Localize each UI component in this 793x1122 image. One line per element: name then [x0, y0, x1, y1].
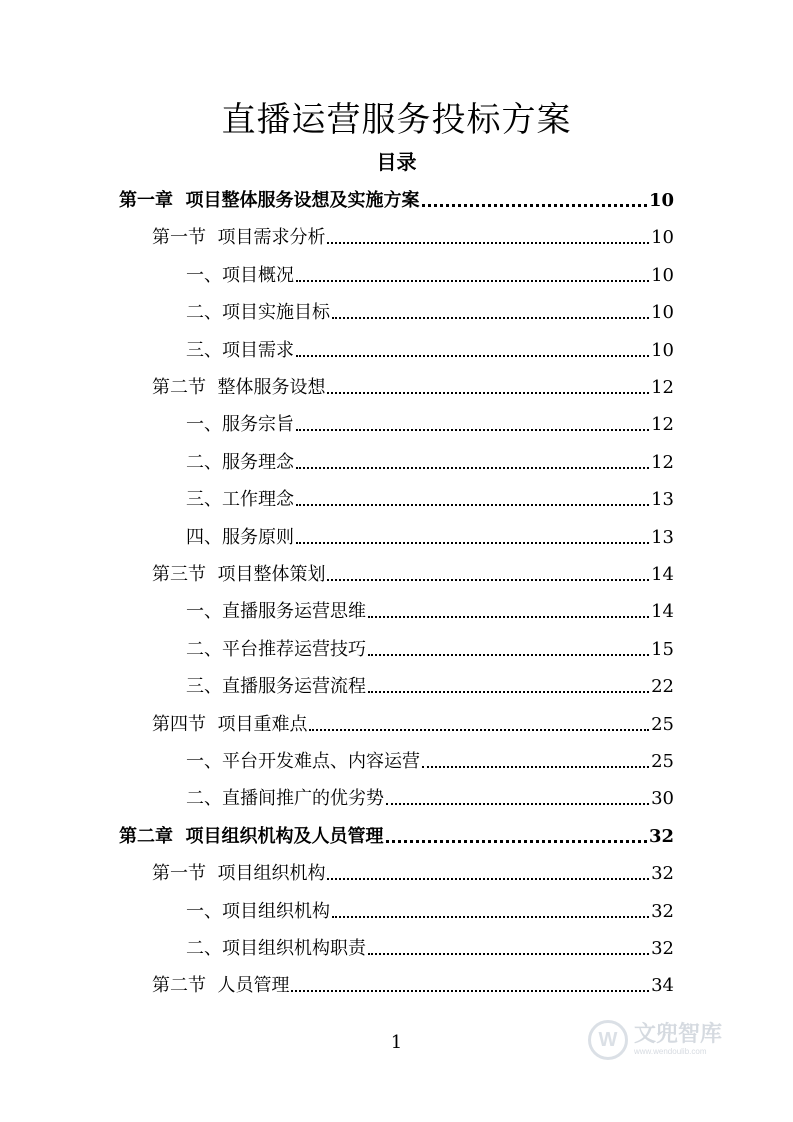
toc-entry[interactable] — [119, 182, 674, 212]
toc-entry-label: 一、服务宗旨 — [186, 414, 294, 436]
toc-entry-page: 12 — [651, 377, 674, 398]
toc-entry[interactable] — [152, 706, 674, 736]
toc-leader-dots — [309, 729, 649, 731]
watermark-url: www.wendoulib.com — [634, 1047, 707, 1056]
toc-leader-dots — [327, 242, 649, 244]
toc-entry-page: 13 — [651, 526, 674, 548]
toc-entry[interactable] — [186, 668, 674, 698]
toc-entry-page: 34 — [651, 975, 674, 997]
toc-leader-dots — [296, 467, 649, 469]
toc-leader-dots — [422, 204, 647, 207]
toc-entry-page: 14 — [651, 601, 674, 623]
toc-leader-dots — [368, 953, 649, 955]
toc-heading: 目录 — [376, 150, 417, 174]
toc-entry[interactable] — [186, 257, 674, 287]
toc-entry-label: 第一章 项目整体服务设想及实施方案 — [119, 190, 420, 211]
toc-entry-label: 第一节 项目需求分析 — [152, 227, 326, 249]
toc-entry[interactable] — [186, 930, 674, 960]
toc-leader-dots — [332, 317, 649, 319]
toc-leader-dots — [296, 280, 649, 282]
toc-entry-label: 二、项目组织机构职责 — [186, 938, 366, 959]
document-title: 直播运营服务投标方案 — [221, 100, 572, 140]
toc-entry[interactable] — [186, 444, 674, 474]
toc-entry[interactable] — [186, 780, 674, 810]
toc-entry-page: 30 — [651, 788, 674, 810]
toc-entry-page: 32 — [651, 900, 674, 922]
toc-leader-dots — [386, 803, 649, 805]
toc-entry-label: 二、平台推荐运营技巧 — [186, 638, 366, 660]
toc-entry-label: 二、直播间推广的优劣势 — [186, 788, 384, 810]
toc-entry-page: 12 — [651, 451, 674, 473]
toc-entry-label: 二、服务理念 — [186, 451, 294, 473]
toc-entry-page: 32 — [651, 938, 674, 959]
toc-entry[interactable] — [186, 631, 674, 661]
toc-entry[interactable] — [152, 855, 674, 885]
toc-entry-page: 14 — [651, 564, 674, 585]
toc-entry-page: 10 — [651, 227, 674, 249]
toc-entry-page: 22 — [651, 676, 674, 698]
toc-entry-page: 10 — [651, 339, 674, 361]
toc-entry-page: 32 — [651, 863, 674, 885]
toc-leader-dots — [327, 579, 649, 581]
toc-entry-label: 二、项目实施目标 — [186, 302, 330, 324]
toc-leader-dots — [368, 616, 649, 618]
toc-entry-label: 三、直播服务运营流程 — [186, 676, 366, 698]
toc-entry-label: 第二节 人员管理 — [152, 975, 290, 997]
toc-leader-dots — [291, 990, 649, 992]
watermark — [588, 1020, 722, 1060]
page-number: 1 — [390, 1032, 403, 1053]
toc-leader-dots — [422, 766, 649, 768]
toc-entry-label: 第二节 整体服务设想 — [152, 377, 326, 398]
toc-entry-page: 13 — [651, 489, 674, 511]
toc-entry[interactable] — [152, 967, 674, 997]
toc-leader-dots — [296, 429, 649, 431]
toc-entry-page: 12 — [651, 414, 674, 436]
toc-entry-label: 三、项目需求 — [186, 339, 294, 361]
toc-entry[interactable] — [152, 556, 674, 586]
toc-entry-page: 25 — [651, 713, 674, 735]
toc-entry-label: 一、平台开发难点、内容运营 — [186, 751, 420, 772]
toc-entry-label: 三、工作理念 — [186, 489, 294, 511]
toc-entry-page: 15 — [651, 638, 674, 660]
toc-leader-dots — [386, 840, 647, 843]
toc-entry[interactable] — [186, 294, 674, 324]
toc-entry-page: 10 — [651, 264, 674, 286]
toc-leader-dots — [368, 654, 649, 656]
watermark-name: 文兜智库 — [634, 1022, 723, 1047]
toc-entry-label: 一、项目概况 — [186, 264, 294, 286]
toc-leader-dots — [327, 392, 649, 394]
toc-entry[interactable] — [186, 743, 674, 773]
toc-entry[interactable] — [186, 332, 674, 362]
toc-leader-dots — [296, 504, 649, 506]
toc-leader-dots — [296, 355, 649, 357]
toc-leader-dots — [368, 691, 649, 693]
toc-entry[interactable] — [186, 406, 674, 436]
toc-entry[interactable] — [152, 219, 674, 249]
toc-entry-label: 第二章 项目组织机构及人员管理 — [119, 825, 384, 847]
toc-entry-label: 四、服务原则 — [186, 526, 294, 548]
toc-leader-dots — [332, 916, 649, 918]
toc-entry-label: 一、直播服务运营思维 — [186, 601, 366, 623]
toc-entry[interactable] — [152, 369, 674, 399]
toc-entry[interactable] — [186, 593, 674, 623]
toc-entry-label: 第一节 项目组织机构 — [152, 863, 326, 885]
toc-entry-page: 10 — [648, 190, 674, 211]
toc-entry[interactable] — [119, 818, 674, 848]
toc-entry-label: 第三节 项目整体策划 — [152, 564, 326, 585]
toc-entry-page: 25 — [651, 751, 674, 772]
toc-entry[interactable] — [186, 893, 674, 923]
toc-entry-page: 10 — [651, 302, 674, 324]
watermark-logo-icon: W — [588, 1020, 628, 1060]
toc-entry-page: 32 — [648, 825, 674, 847]
toc-leader-dots — [296, 542, 649, 544]
toc-entry-label: 第四节 项目重难点 — [152, 713, 308, 735]
toc-entry[interactable] — [186, 481, 674, 511]
toc-entry[interactable] — [186, 519, 674, 549]
toc-leader-dots — [327, 878, 649, 880]
toc-entry-label: 一、项目组织机构 — [186, 900, 330, 922]
